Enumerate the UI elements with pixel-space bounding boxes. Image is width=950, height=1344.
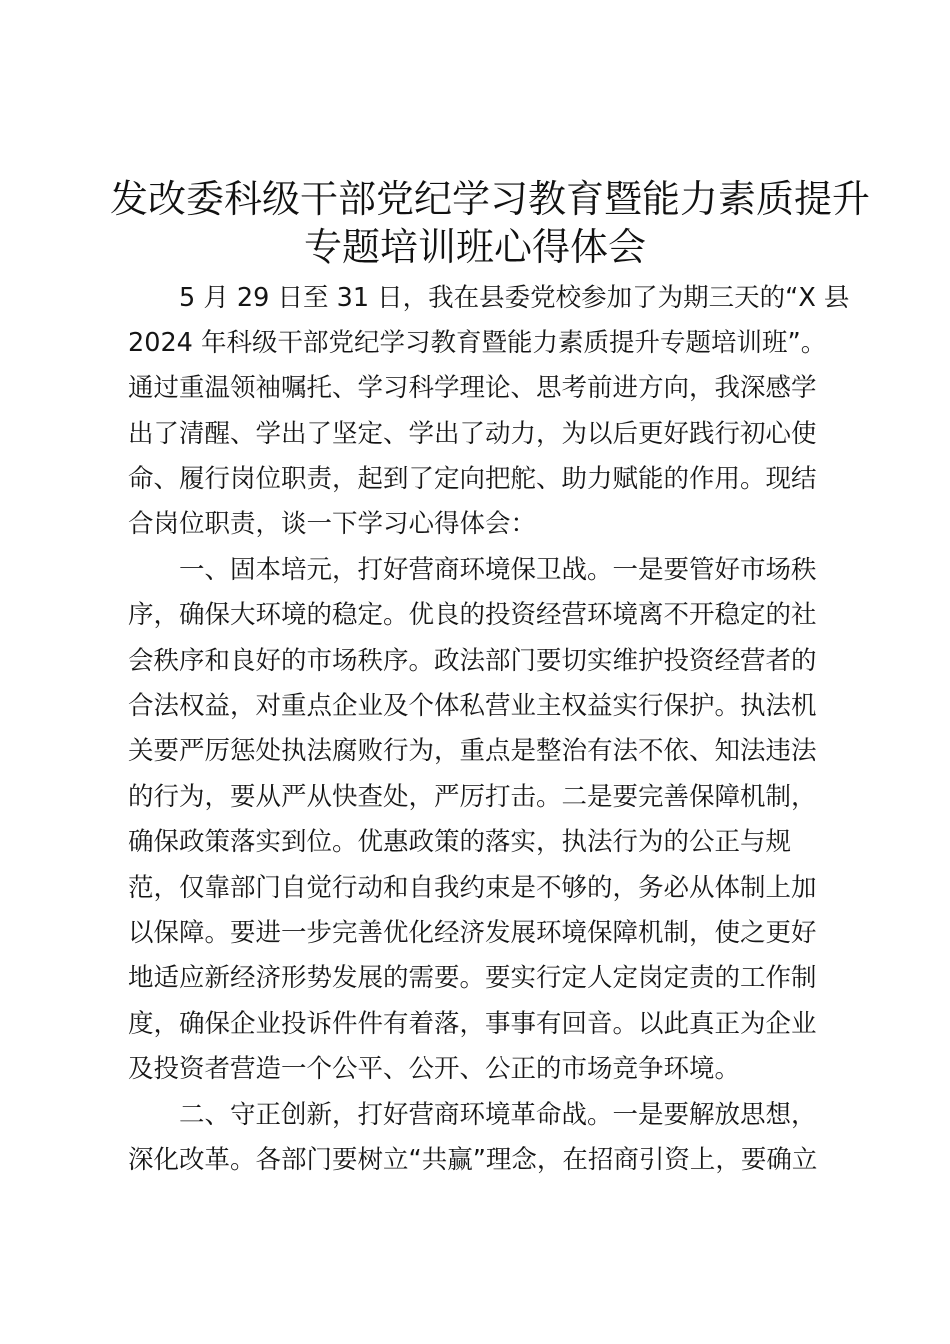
paragraph-2-line-6: 的行为，要从严从快查处，严厉打击。二是要完善保障机制， [128,782,817,812]
paragraph-1-line-2: 2024 年科级干部党纪学习教育暨能力素质提升专题培训班”。 [128,328,827,358]
paragraph-2-line-8: 范，仅靠部门自觉行动和自我约束是不够的，务必从体制上加 [128,873,817,903]
paragraph-1-line-6: 合岗位职责，谈一下学习心得体会： [128,509,537,539]
document-title-line-1: 发改委科级干部党纪学习教育暨能力素质提升 [110,177,871,221]
paragraph-2-line-4: 合法权益，对重点企业及个体私营业主权益实行保护。执法机 [128,691,817,721]
paragraph-2-line-11: 度，确保企业投诉件件有着落，事事有回音。以此真正为企业 [128,1009,817,1039]
paragraph-2-line-9: 以保障。要进一步完善优化经济发展环境保障机制，使之更好 [128,918,817,948]
paragraph-2-line-3: 会秩序和良好的市场秩序。政法部门要切实维护投资经营者的 [128,646,817,676]
paragraph-1-line-5: 命、履行岗位职责，起到了定向把舵、助力赋能的作用。现结 [128,464,817,494]
paragraph-3-line-2: 深化改革。各部门要树立“共赢”理念，在招商引资上，要确立 [128,1145,818,1175]
paragraph-2-line-2: 序，确保大环境的稳定。优良的投资经营环境离不开稳定的社 [128,600,817,630]
paragraph-2-line-12: 及投资者营造一个公平、公开、公正的市场竞争环境。 [128,1054,741,1084]
paragraph-2-line-1: 一、固本培元，打好营商环境保卫战。一是要管好市场秩 [179,555,817,585]
paragraph-1-line-4: 出了清醒、学出了坚定、学出了动力，为以后更好践行初心使 [128,419,817,449]
paragraph-2-line-5: 关要严厉惩处执法腐败行为，重点是整治有法不依、知法违法 [128,736,817,766]
paragraph-1-line-1: 5 月 29 日至 31 日，我在县委党校参加了为期三天的“X 县 [179,283,850,313]
paragraph-2-line-10: 地适应新经济形势发展的需要。要实行定人定岗定责的工作制 [128,963,817,993]
paragraph-3-line-1: 二、守正创新，打好营商环境革命战。一是要解放思想， [179,1100,817,1130]
paragraph-1-line-3: 通过重温领袖嘱托、学习科学理论、思考前进方向，我深感学 [128,373,817,403]
document-title-line-2: 专题培训班心得体会 [303,225,646,269]
paragraph-2-line-7: 确保政策落实到位。优惠政策的落实，执法行为的公正与规 [128,827,792,857]
